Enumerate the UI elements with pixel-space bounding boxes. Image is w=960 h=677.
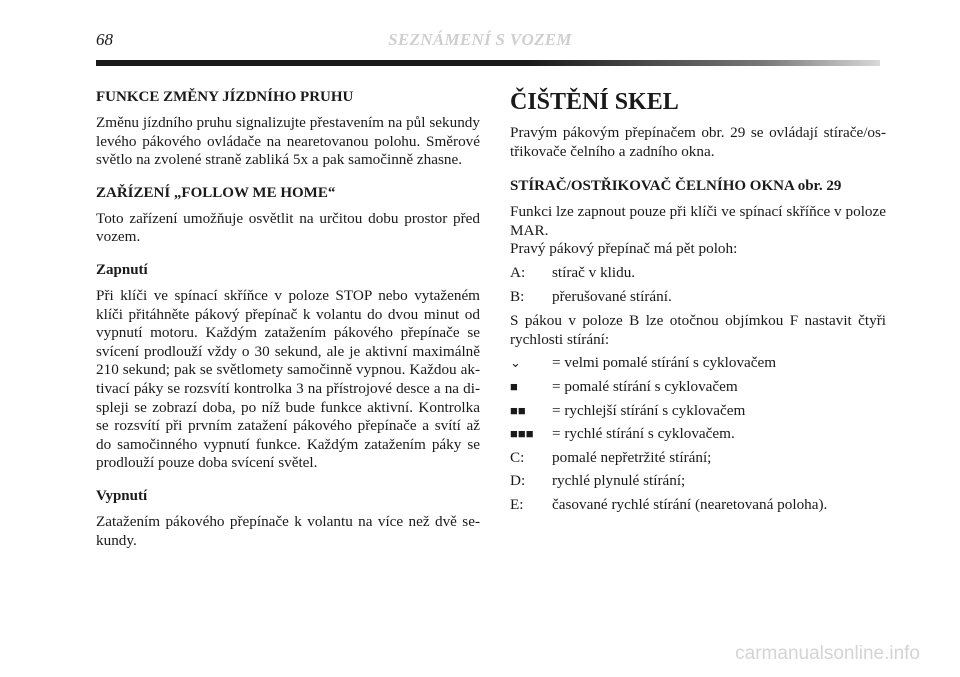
- position-row-d: [510, 472, 886, 491]
- follow-me-home-text: Toto zařízení umožňuje osvětlit na určitou dobu prostor před vozem.: [96, 209, 480, 246]
- position-key: A:: [510, 263, 526, 281]
- lane-change-heading: FUNKCE ZMĚNY JÍZDNÍHO PRUHU: [96, 89, 354, 105]
- speed-desc: = rychlé stírání s cyklovačem.: [552, 425, 735, 443]
- position-row-e: [510, 496, 886, 515]
- right-column: [510, 88, 886, 515]
- wiper-text-positions: Pravý pákový přepínač má pět poloh:: [510, 240, 738, 258]
- position-row-a: [510, 264, 886, 283]
- page-number: 68: [96, 30, 113, 49]
- section-intro: Pravým pákovým přepínačem obr. 29 se ovládají stírače/ostřikovače čelního a zadního okna.: [510, 124, 886, 160]
- lane-change-text: Změnu jízdního pruhu signalizujte přestavením na půl sekundy levého pákového ovládače na nearetovanou polohu. Směrové světlo na zvolené straně zabliká 5x a pak samočinně zhasne.: [96, 114, 480, 169]
- speed-row-very-slow: [510, 354, 886, 373]
- activation-heading: Zapnutí: [96, 261, 148, 278]
- position-key: C:: [510, 448, 525, 466]
- wiper-text-ignition: Funkci lze zapnout pouze při klíči ve spínací skříňce v poloze MAR.: [510, 203, 886, 239]
- position-desc: rychlé plynulé stírání;: [552, 472, 686, 490]
- one-bar-icon: ■: [510, 378, 518, 394]
- deactivation-text: Zatažením pákového přepínače k volantu na více než dvě sekundy.: [96, 512, 480, 549]
- left-column: [96, 88, 480, 550]
- speed-desc: = velmi pomalé stírání s cyklovačem: [552, 354, 777, 372]
- position-desc: přerušované stírání.: [552, 287, 672, 305]
- running-title: SEZNÁMENÍ S VOZEM: [388, 30, 572, 49]
- very-slow-icon: ⌄: [510, 355, 521, 371]
- position-key: E:: [510, 495, 524, 513]
- speed-intro: S pákou v poloze B lze otočnou objímkou F nastavit čtyři rychlosti stírání:: [510, 312, 886, 348]
- header-rule: [96, 60, 880, 66]
- speed-desc: = rychlejší stírání s cyklovačem: [552, 401, 746, 419]
- wiper-heading: STÍRAČ/OSTŘIKOVAČ ČELNÍHO OKNA obr. 29: [510, 178, 842, 195]
- position-key: B:: [510, 287, 525, 305]
- activation-text: Při klíči ve spínací skříňce v poloze STOP nebo vytaženém klíči přitáhněte pákový přepínač k volantu do dvou minut od vypnutí motoru. Každým zatažením pákového přepínače se svícení prodlouží vždy o 30 sekund, ale je aktivní maximálně 210 sekund; pak se světlomety samočinně vypnou. Každou aktivací páky se rozsvítí kontrolka 3 na přístrojové desce a na displeji se zobrazí doba, po níž bude funkce aktivní. Kontrolka se rozsvítí při prvním zatažení pákového přepínače a svítí až do samočinného vypnutí funkce. Každým zatažením páky se prodlouží pouze doba svícení světel.: [96, 286, 480, 472]
- position-row-b: [510, 288, 886, 307]
- position-desc: časované rychlé stírání (nearetovaná poloha).: [552, 495, 828, 513]
- position-desc: stírač v klidu.: [552, 263, 636, 281]
- speed-row-slow: [510, 378, 886, 397]
- deactivation-heading: Vypnutí: [96, 487, 148, 504]
- section-title: ČIŠTĚNÍ SKEL: [510, 89, 679, 115]
- follow-me-home-heading: ZAŘÍZENÍ „FOLLOW ME HOME“: [96, 184, 336, 201]
- speed-desc: = pomalé stírání s cyklovačem: [552, 377, 738, 395]
- speed-row-faster: [510, 402, 886, 421]
- position-key: D:: [510, 472, 526, 490]
- watermark: carmanualsonline.info: [735, 643, 920, 664]
- three-bars-icon: ■■■: [510, 426, 534, 442]
- speed-row-fast: [510, 425, 886, 444]
- position-desc: pomalé nepřetržité stírání;: [552, 448, 712, 466]
- two-bars-icon: ■■: [510, 402, 526, 418]
- position-row-c: [510, 449, 886, 468]
